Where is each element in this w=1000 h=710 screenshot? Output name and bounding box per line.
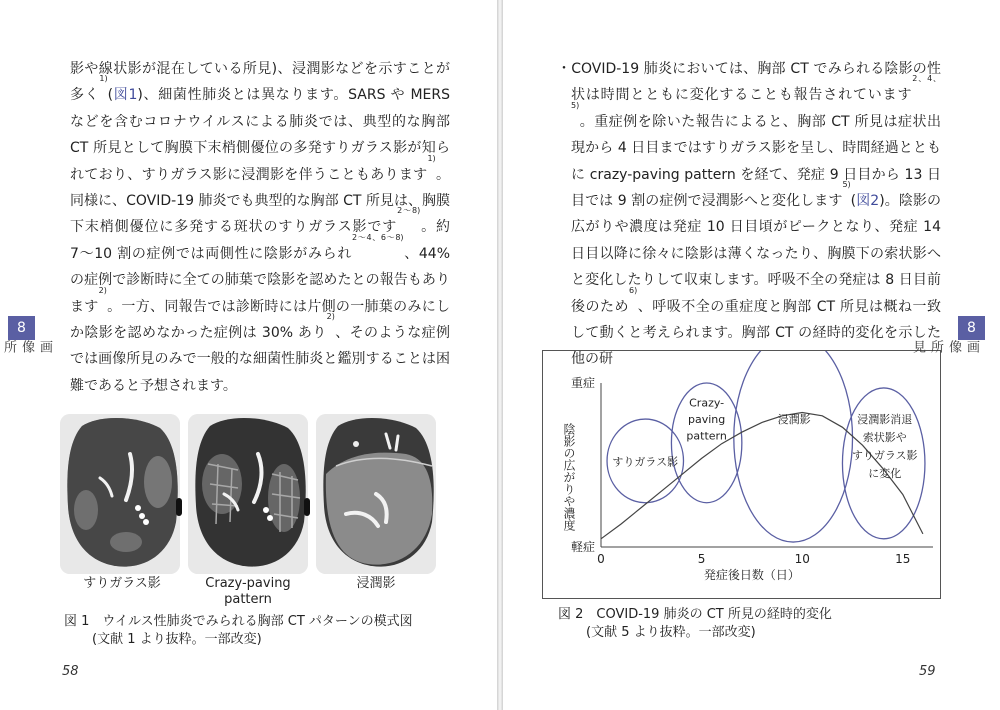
chapter-tab-left — [1, 316, 52, 353]
ct-image-consolidation — [316, 414, 436, 574]
text-run: 、44% の症例で診断時に全ての肺葉で陰影を認めたとの報告もあります — [70, 245, 450, 315]
citation-superscript: 2) — [98, 285, 107, 295]
text-run: ( — [107, 87, 114, 104]
right-body-text — [557, 56, 941, 373]
text-run: 。重症例を除いた報告によると、胸部 CT 所見は症状出現から 4 日目まではすりガラス影を呈し、時間経過とともに crazy-paving pattern を経て、発症 9 日目から 13 日目では 9 割の症例で浸潤影へと変化します — [571, 113, 941, 210]
chapter-tab-right — [910, 316, 985, 353]
chapter-number: 8 — [967, 320, 976, 336]
region-label-0: すりガラス影 — [612, 455, 679, 469]
ct-image-crazy-paving — [188, 414, 308, 574]
x-axis-title: 発症後日数（日） — [703, 568, 800, 582]
text-run: 影や線状影が混在している所見)、浸潤影などを示すことが多く — [70, 61, 450, 104]
figure-2-caption-title: 図 2 COVID-19 肺炎の CT 所見の経時的変化 — [558, 607, 832, 622]
citation-superscript: 1) — [99, 74, 108, 84]
figure-2-caption — [558, 606, 958, 642]
ct-pattern-figure — [60, 414, 442, 574]
region-ellipse-3 — [842, 388, 924, 539]
paragraph — [557, 56, 941, 373]
region-label-3: 索状影や — [862, 431, 907, 445]
region-label-3: すりガラス影 — [851, 449, 918, 463]
text-run: ( — [850, 193, 857, 210]
citation-superscript: 6) — [629, 285, 638, 295]
figure-1-caption-source: (文献 1 より抜粋。一部改変) — [92, 632, 262, 647]
ct-label-consolidation: 浸潤影 — [356, 576, 396, 591]
text-run: 。一方、同報告では診断時には片側の一肺葉のみにしか陰影を認めなかった症例は 30% あり — [70, 298, 451, 342]
ct-label-crazy-paving: Crazy-paving pattern — [205, 576, 291, 607]
citation-superscript: 2) — [326, 312, 335, 322]
citation-superscript: 5) — [842, 180, 851, 190]
region-label-1: pattern — [686, 429, 727, 443]
citation-superscript: 2〜8) — [397, 206, 421, 216]
figure-reference-link: 図1 — [113, 87, 138, 104]
region-label-3: 浸潤影消退 — [857, 413, 913, 427]
region-ellipse-2 — [734, 351, 853, 542]
chapter-label: 画像所見 — [910, 340, 979, 353]
text-run: 。同様に、COVID-19 肺炎でも典型的な胸部 CT 所見は、胸膜下末梢側優位に多発する斑状のすりガラス影です — [70, 166, 450, 236]
text-run: 、呼吸不全の重症度と胸部 CT 所見は概ね一致して動くと考えられます。胸部 CT の経時的変化を示した他の研 — [571, 298, 942, 368]
region-label-1: Crazy- — [689, 396, 725, 410]
page-number-left: 58 — [62, 664, 79, 679]
chart-svg — [543, 351, 940, 598]
right-page — [503, 0, 1000, 710]
citation-superscript: 1) — [427, 153, 436, 163]
left-page — [0, 0, 497, 710]
text-run: ・COVID-19 肺炎においては、胸部 CT でみられる陰影の性状は時間とともに変化することも報告されています — [557, 61, 941, 104]
x-tick-label: 5 — [697, 552, 706, 566]
text-run: 。約 7〜10 割の症例では両側性に陰影がみられ — [70, 219, 450, 262]
x-tick-label: 10 — [794, 552, 810, 566]
x-tick-label: 0 — [597, 552, 605, 566]
chapter-label: 画像所 — [1, 340, 52, 353]
ct-image-ground-glass — [60, 414, 180, 574]
paragraph — [70, 56, 450, 399]
figure-reference-link: 図2 — [856, 193, 880, 210]
y-top-label: 重症 — [570, 376, 595, 390]
figure-1-caption-title: 図 1 ウイルス性肺炎でみられる胸部 CT パターンの模式図 — [64, 614, 413, 629]
y-axis-title: 陰影の広がりや濃度 — [562, 423, 576, 531]
citation-superscript: 2、4、5) — [571, 74, 941, 110]
left-body-text — [70, 56, 450, 399]
figure-2-chart — [542, 350, 941, 599]
chapter-number: 8 — [17, 320, 26, 336]
figure-1-caption — [64, 613, 464, 649]
text-run: 、そのような症例では画像所見のみで一般的な細菌性肺炎と鑑別することは困難であると予想されます。 — [70, 325, 450, 394]
y-bottom-label: 軽症 — [570, 540, 595, 554]
x-tick-label: 15 — [895, 552, 911, 566]
text-run: )、細菌性肺炎とは異なります。SARS や MERS などを含むコロナウイルスによる肺炎では、典型的な胸部 CT 所見として胸膜下末梢側優位の多発すりガラス影が知られており、すりガラス影に浸潤影を伴うこともあります — [70, 87, 450, 183]
text-run: )。陰影の広がりや濃度は発症 10 日目頃がピークとなり、発症 14 日目以降に徐々に陰影は薄くなったり、胸膜下の索状影へと変化したりして収束します。呼吸不全の発症は 8 日目前後のため — [571, 193, 941, 315]
figure-2-caption-source: (文献 5 より抜粋。一部改変) — [586, 625, 756, 640]
region-label-1: paving — [688, 413, 726, 427]
page-number-right: 59 — [919, 664, 936, 679]
region-label-3: に変化 — [868, 467, 902, 481]
ct-label-ground-glass: すりガラス影 — [83, 576, 161, 591]
region-label-2: 浸潤影 — [777, 413, 811, 427]
citation-superscript: 2〜4、6〜8) — [352, 232, 404, 242]
